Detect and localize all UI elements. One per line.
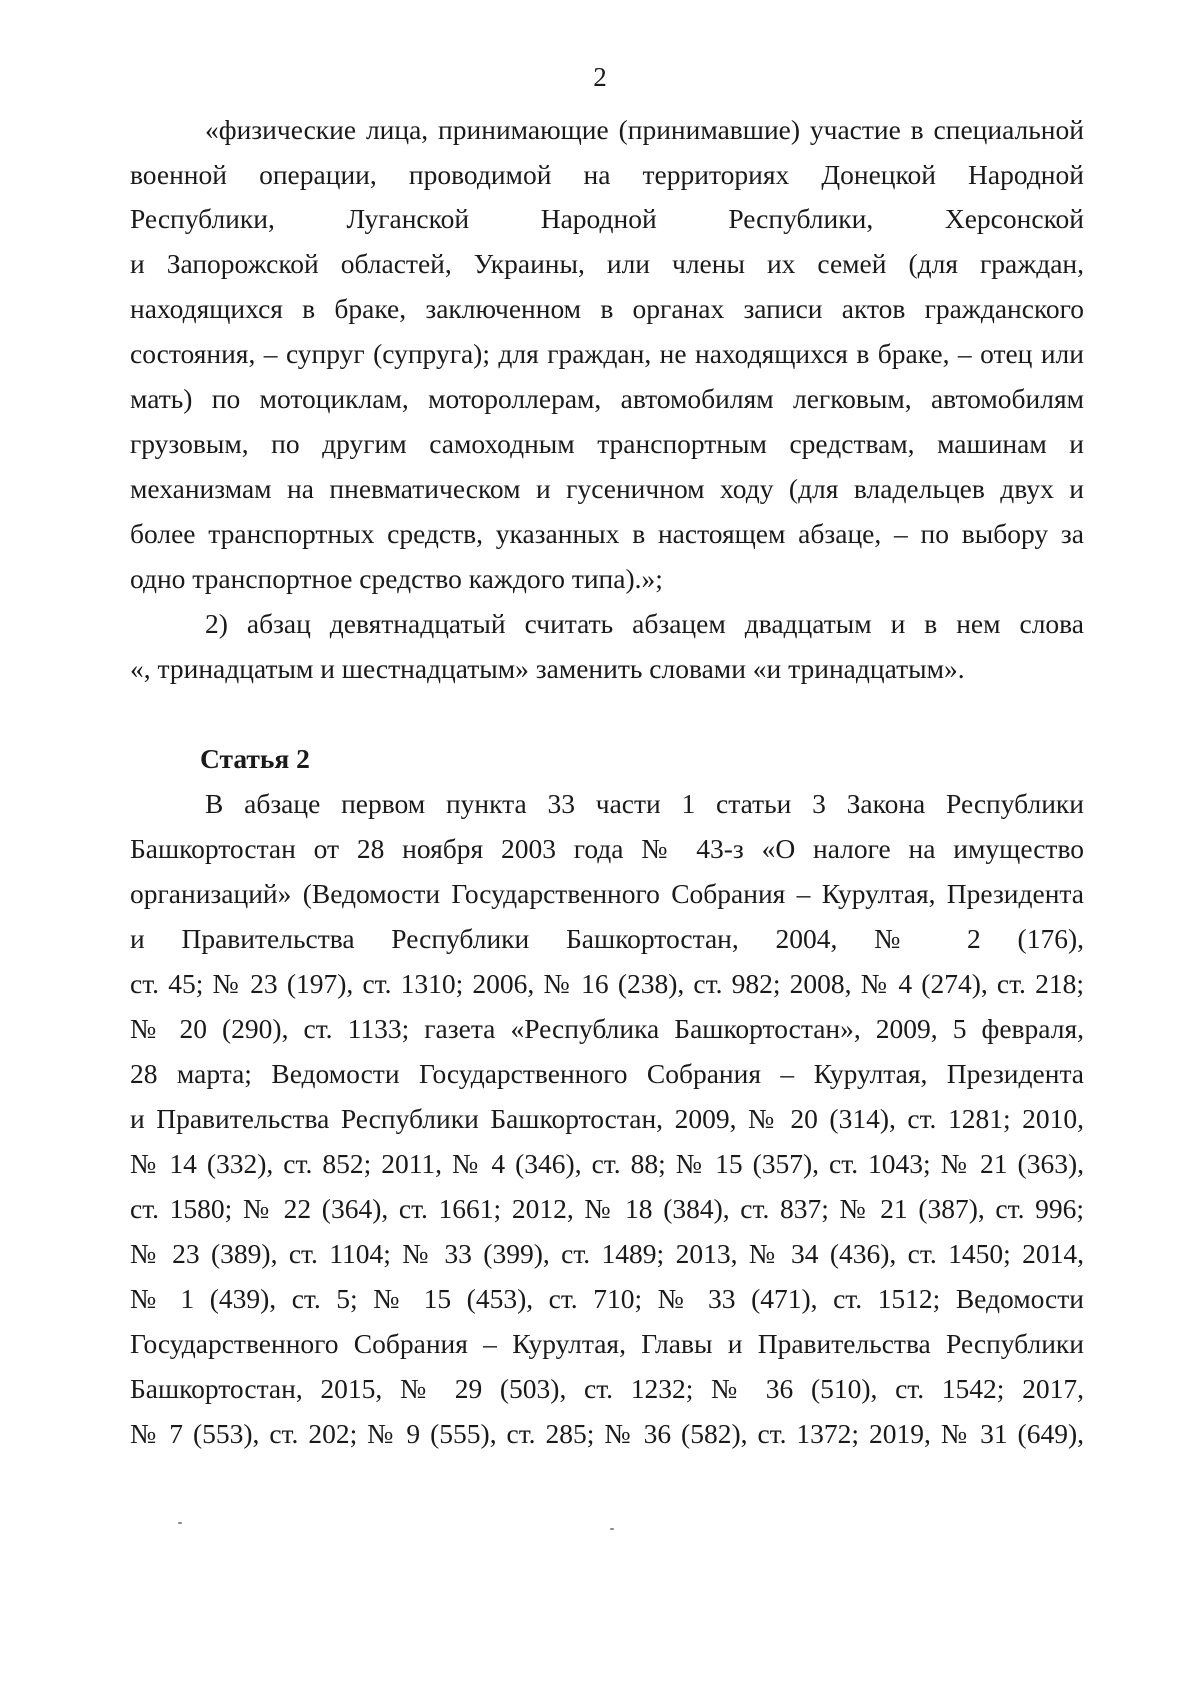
article-heading: Статья 2 <box>200 743 310 774</box>
paragraph-1-line: Республики, Луганской Народной Республики, Херсонской <box>130 203 1084 234</box>
article-paragraph-line: 28 марта; Ведомости Государственного Собрания – Курултая, Президента <box>130 1058 1084 1089</box>
paragraph-1-line: мать) по мотоциклам, мотороллерам, автомобилям легковым, автомобилям <box>130 383 1084 414</box>
paragraph-1-line: находящихся в браке, заключенном в органах записи актов гражданского <box>130 293 1084 324</box>
article-paragraph-line: организаций» (Ведомости Государственного Собрания – Курултая, Президента <box>130 878 1084 909</box>
paragraph-1-line: одно транспортное средство каждого типа).»; <box>130 563 663 594</box>
article-paragraph-line: № 14 (332), ст. 852; 2011, № 4 (346), ст. 88; № 15 (357), ст. 1043; № 21 (363), <box>130 1148 1084 1179</box>
article-paragraph-line: № 23 (389), ст. 1104; № 33 (399), ст. 1489; 2013, № 34 (436), ст. 1450; 2014, <box>130 1238 1084 1269</box>
page-number: 2 <box>593 62 607 92</box>
article-paragraph-line: Башкортостан, 2015, № 29 (503), ст. 1232; № 36 (510), ст. 1542; 2017, <box>130 1373 1084 1404</box>
scan-speck <box>610 1528 614 1530</box>
paragraph-1-line: военной операции, проводимой на территориях Донецкой Народной <box>130 159 1084 190</box>
article-paragraph-line: и Правительства Республики Башкортостан, 2009, № 20 (314), ст. 1281; 2010, <box>130 1103 1084 1134</box>
paragraph-1-line: состояния, – супруг (супруга); для граждан, не находящихся в браке, – отец или <box>130 338 1084 369</box>
article-paragraph-line: В абзаце первом пункта 33 части 1 статьи 3 Закона Республики <box>205 788 1084 819</box>
article-paragraph-line: ст. 1580; № 22 (364), ст. 1661; 2012, № 18 (384), ст. 837; № 21 (387), ст. 996; <box>130 1193 1084 1224</box>
article-paragraph-line: и Правительства Республики Башкортостан, 2004, № 2 (176), <box>130 923 1084 954</box>
scan-speck <box>178 1522 182 1524</box>
paragraph-2-line: 2) абзац девятнадцатый считать абзацем двадцатым и в нем слова <box>205 608 1084 639</box>
paragraph-1-line: и Запорожской областей, Украины, или члены их семей (для граждан, <box>130 248 1084 279</box>
article-paragraph-line: № 1 (439), ст. 5; № 15 (453), ст. 710; № 33 (471), ст. 1512; Ведомости <box>130 1283 1084 1314</box>
article-paragraph-line: № 7 (553), ст. 202; № 9 (555), ст. 285; № 36 (582), ст. 1372; 2019, № 31 (649), <box>130 1418 1084 1449</box>
paragraph-1-line: более транспортных средств, указанных в настоящем абзаце, – по выбору за <box>130 518 1084 549</box>
article-paragraph-line: Башкортостан от 28 ноября 2003 года № 43-з «О налоге на имущество <box>130 833 1084 864</box>
paragraph-1-line: грузовым, по другим самоходным транспортным средствам, машинам и <box>130 428 1084 459</box>
paragraph-1-line: механизмам на пневматическом и гусеничном ходу (для владельцев двух и <box>130 473 1084 504</box>
paragraph-2-line: «, тринадцатым и шестнадцатым» заменить словами «и тринадцатым». <box>130 653 965 684</box>
article-paragraph-line: ст. 45; № 23 (197), ст. 1310; 2006, № 16 (238), ст. 982; 2008, № 4 (274), ст. 218; <box>130 968 1084 999</box>
article-paragraph-line: № 20 (290), ст. 1133; газета «Республика Башкортостан», 2009, 5 февраля, <box>130 1013 1084 1044</box>
article-paragraph-line: Государственного Собрания – Курултая, Главы и Правительства Республики <box>130 1328 1084 1359</box>
paragraph-1-line: «физические лица, принимающие (принимавшие) участие в специальной <box>205 114 1084 145</box>
